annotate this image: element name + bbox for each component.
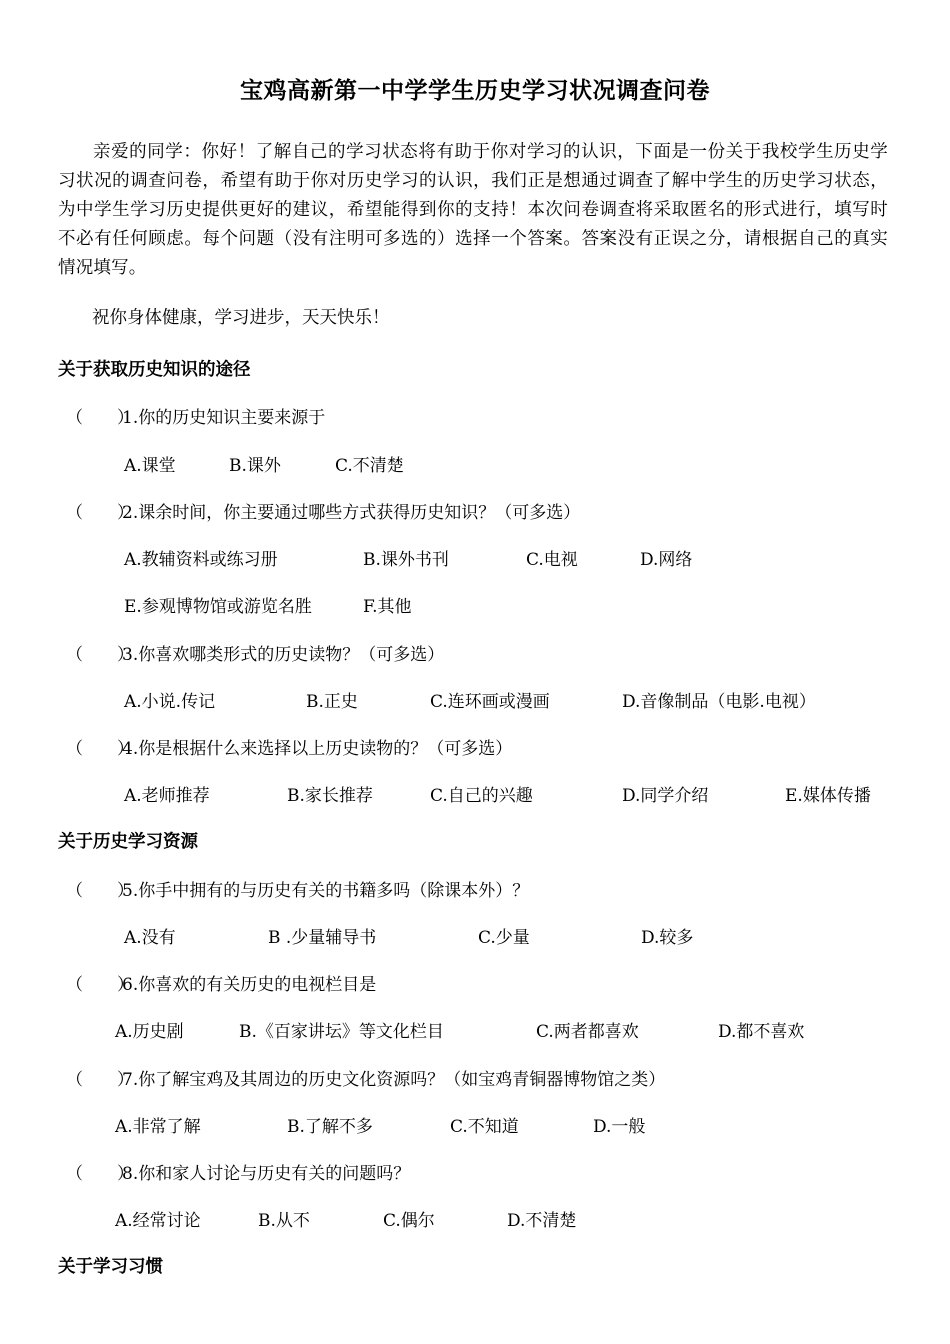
q5-option-b: B .少量辅导书 [268,928,377,948]
q2-option-a: A.教辅资料或练习册 [124,550,278,570]
q6-option-d: D.都不喜欢 [718,1022,805,1042]
question-text: 1.你的历史知识主要来源于 [122,408,326,428]
question-4 [66,734,512,759]
q4-option-c: C.自己的兴趣 [430,786,533,806]
intro-paragraph: 亲爱的同学：你好！了解自己的学习状态将有助于你对学习的认识，下面是一份关于我校学生历史学习状况的调查问卷，希望有助于你对历史学习的认识，我们正是想通过调查了解中学生的历史学习状态，为中学生学习历史提供更好的建议，希望能得到你的支持！本次问卷调查将采取匿名的形式进行，填写时不必有任何顾虑。每个问题（没有注明可多选的）选择一个答案。答案没有正误之分，请根据自己的真实情况填写。 [58,142,888,278]
q2-option-e: E.参观博物馆或游览名胜 [124,597,312,617]
answer-blank[interactable]: （ ） [66,1070,134,1090]
q5-option-a: A.没有 [124,928,176,948]
q3-option-c: C.连环画或漫画 [430,692,550,712]
greeting-line: 祝你身体健康，学习进步，天天快乐！ [92,308,390,328]
q6-option-b: B.《百家讲坛》等文化栏目 [239,1022,444,1042]
question-1 [66,403,325,428]
q5-option-c: C.少量 [478,928,530,948]
q7-option-b: B.了解不多 [287,1117,373,1137]
q1-option-a: A.课堂 [124,456,176,476]
question-3 [66,640,444,665]
q2-option-d: D.网络 [640,550,693,570]
q1-option-c: C.不清楚 [335,456,404,476]
answer-blank[interactable]: （ ） [66,408,134,428]
question-text: 6.你喜欢的有关历史的电视栏目是 [122,975,377,995]
question-8 [66,1159,410,1184]
answer-blank[interactable]: （ ） [66,503,134,523]
q3-option-d: D.音像制品（电影.电视） [622,692,816,712]
question-text: 5.你手中拥有的与历史有关的书籍多吗（除课本外）？ [122,881,530,901]
q2-option-f: F.其他 [363,597,412,617]
q6-option-c: C.两者都喜欢 [536,1022,639,1042]
q8-option-c: C.偶尔 [383,1211,435,1231]
answer-blank[interactable]: （ ） [66,739,134,759]
answer-blank[interactable]: （ ） [66,881,134,901]
question-2 [66,498,580,523]
q6-option-a: A.历史剧 [115,1022,184,1042]
q4-option-e: E.媒体传播 [785,786,871,806]
q8-option-a: A.经常讨论 [115,1211,201,1231]
q4-option-d: D.同学介绍 [622,786,709,806]
question-6 [66,970,376,995]
question-5 [66,876,529,901]
q5-option-d: D.较多 [641,928,694,948]
answer-blank[interactable]: （ ） [66,645,134,665]
question-text: 3.你喜欢哪类形式的历史读物？（可多选） [122,645,445,665]
q2-option-b: B.课外书刊 [363,550,449,570]
question-text: 7.你了解宝鸡及其周边的历史文化资源吗？（如宝鸡青铜器博物馆之类） [122,1070,666,1090]
q7-option-d: D.一般 [593,1117,646,1137]
q7-option-c: C.不知道 [450,1117,519,1137]
q3-option-a: A.小说.传记 [124,692,216,712]
answer-blank[interactable]: （ ） [66,1164,134,1184]
answer-blank[interactable]: （ ） [66,975,134,995]
question-text: 4.你是根据什么来选择以上历史读物的？（可多选） [122,739,513,759]
question-text: 8.你和家人讨论与历史有关的问题吗？ [122,1164,411,1184]
question-text: 2.课余时间，你主要通过哪些方式获得历史知识？（可多选） [122,503,581,523]
q7-option-a: A.非常了解 [115,1117,201,1137]
q3-option-b: B.正史 [306,692,358,712]
q8-option-b: B.从不 [258,1211,310,1231]
q8-option-d: D.不清楚 [507,1211,577,1231]
q2-option-c: C.电视 [526,550,578,570]
page-title: 宝鸡高新第一中学学生历史学习状况调查问卷 [240,78,710,104]
q4-option-a: A.老师推荐 [124,786,210,806]
q1-option-b: B.课外 [229,456,281,476]
question-7 [66,1065,665,1090]
section-heading-learning-resources: 关于历史学习资源 [58,832,198,852]
q4-option-b: B.家长推荐 [287,786,373,806]
section-heading-study-habits: 关于学习习惯 [58,1257,163,1277]
section-heading-knowledge-sources: 关于获取历史知识的途径 [58,360,251,380]
